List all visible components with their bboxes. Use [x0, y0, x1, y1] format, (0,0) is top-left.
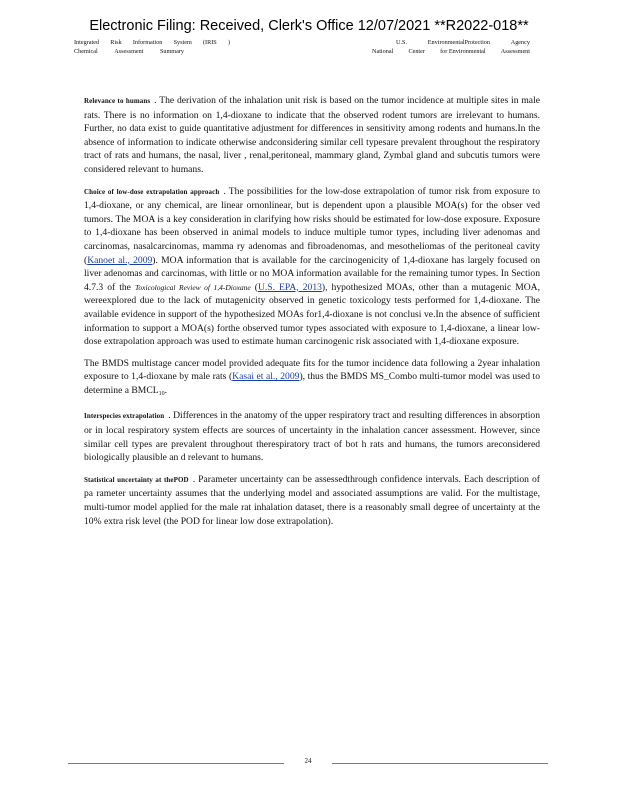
paragraph-statistical-uncertainty	[84, 473, 540, 528]
header-left-line2	[74, 47, 184, 56]
paragraph-text: . The derivation of the inhalation unit risk is based on the tumor incidence at multiple sites in male rats. There is no information on 1,4-dioxane to indicate that the observed rodent tumors are irrelevant to humans. Further, no data exist to guide quantitative adjustment for differences in sensitivity among rodents and humans.In the absence of information to indicate otherwise andconsidering similar cell typesare prevalent throughout the respiratory tract of rats and humans, the nasal, liver , renal,peritoneal, mammary gland, Zymbal gland and subcutis tumors were considered relevant to humans.	[84, 95, 540, 175]
citation-link[interactable]: U.S. EPA, 2013	[257, 281, 322, 293]
paragraph-text: . The possibilities for the low-dose extrapolation of tumor risk from exposure to 1,4-dioxane, or any chemical, are linear ornonlinear, but is dependent upon a plausible MOA(s) for the obser ved tumors. The MOA is a key consideration in clarifying how risks should be estimated for low-dose exposure. Exposure to 1,4-dioxane has been observed in animal models to induce multiple tumor types, including liver adenomas and carcinomas, nasalcarcinomas, mamma ry adenomas and fibroadenomas, and mesotheliomas of the peritoneal cavity (	[84, 185, 540, 266]
header-word: Agency	[510, 39, 530, 46]
paragraph-low-dose-extrapolation	[84, 185, 540, 349]
paragraph-text: .	[164, 384, 168, 396]
subscript: 10	[158, 390, 165, 397]
header-word: )	[227, 39, 230, 46]
paragraph-text: (	[250, 281, 258, 293]
italic-title: Toxicological Review of 1,4-Dioxane	[134, 282, 251, 292]
header-right	[372, 38, 530, 56]
header-right-line2	[372, 47, 530, 56]
filing-stamp: Electronic Filing: Received, Clerk's Office 12/07/2021 **R2022-018**	[89, 18, 529, 34]
paragraph-interspecies-extrapolation	[84, 409, 540, 464]
paragraph-lead: Choice of low-dose extrapolation approach	[84, 187, 220, 196]
page-number: 24	[304, 757, 312, 765]
footer-divider-left	[68, 763, 284, 764]
header-word: Assessment	[114, 48, 144, 55]
citation-link[interactable]: Kasai et al., 2009	[232, 371, 300, 383]
paragraph-text: ), hypothesized MOAs, other than a mutagenic MOA, wereexplored due to the lack of mutagenicity observed in genetic toxicology tests performed for 1,4-dioxane. The available evidence in support of the hypothesized MOAs for1,4-dioxane is not conclusi ve.In the absence of sufficient information to support a MOA(s) forthe observed tumor types associated with exposure to 1,4-dioxane, a linear low-dose extrapolation approach was used to estimate human carcinogenic risk associated with 1,4-dioxane exposure.	[84, 281, 541, 348]
paragraph-text: ), thus the BMDS MS_Combo multi-tumor model was used to determine a BMCL	[84, 371, 541, 396]
header-left	[74, 38, 230, 56]
header-left-line1	[74, 38, 230, 47]
header-word: National	[372, 48, 394, 55]
citation-link[interactable]: Kanoet al., 2009	[87, 254, 153, 266]
paragraph-text: ). MOA information that is available for the carcinogenicity of 1,4-dioxane has largely focused on liver adenomas and carcinomas, with little or no MOA information available for the remaining tumor types. In Section 4.7.3 of the	[84, 254, 540, 293]
paragraph-lead: Statistical uncertainty at thePOD	[84, 475, 189, 484]
header-word: Risk	[110, 39, 122, 46]
header-word: Center	[408, 48, 425, 55]
paragraph-text: . Parameter uncertainty can be assessedthrough confidence intervals. Each description of pa rameter uncertainty assumes that the underlying model and associated assumptions are valid. For the multistage, multi-tumor model applied for the male rat inhalation dataset, there is a reasonably small degree of uncertainty at the 10% extra risk level (the POD for linear low dose extrapolation).	[84, 473, 540, 527]
header-word: Assessment	[500, 48, 530, 55]
paragraph-bmds-model	[84, 357, 540, 402]
header-right-line1	[372, 38, 530, 47]
header-word: Summary	[159, 48, 184, 55]
paragraph-relevance-to-humans	[84, 94, 540, 177]
header-word: Integrated	[74, 39, 100, 46]
paragraph-lead: Relevance to humans	[84, 97, 151, 105]
paragraph-text: . Differences in the anatomy of the upper respiratory tract and resulting differences in absorption or in local respiratory system effects are sources of uncertainty in the inhalation cancer assessment. However, since similar cell types are prevalent throughout therespiratory tract of bot h rats and humans, the tumors areconsidered biologically plausible an d relevant to humans.	[84, 410, 540, 464]
paragraph-lead: Interspecies extrapolation	[84, 412, 165, 421]
footer-divider-right	[332, 763, 548, 764]
header-word: (IRIS	[203, 39, 217, 46]
header-word: System	[173, 39, 192, 46]
header-word: Information	[132, 39, 163, 46]
header-word: U.S.	[396, 39, 408, 46]
header-word: Chemical	[74, 48, 98, 55]
header-word: EnvironmentalProtection	[427, 39, 490, 46]
paragraph-text: The BMDS multistage cancer model provided adequate fits for the tumor incidence data following a 2year inhalation exposure to 1,4-dioxane by male rats (	[84, 357, 540, 383]
header-word: for Environmental	[440, 48, 486, 55]
document-body	[84, 94, 540, 536]
